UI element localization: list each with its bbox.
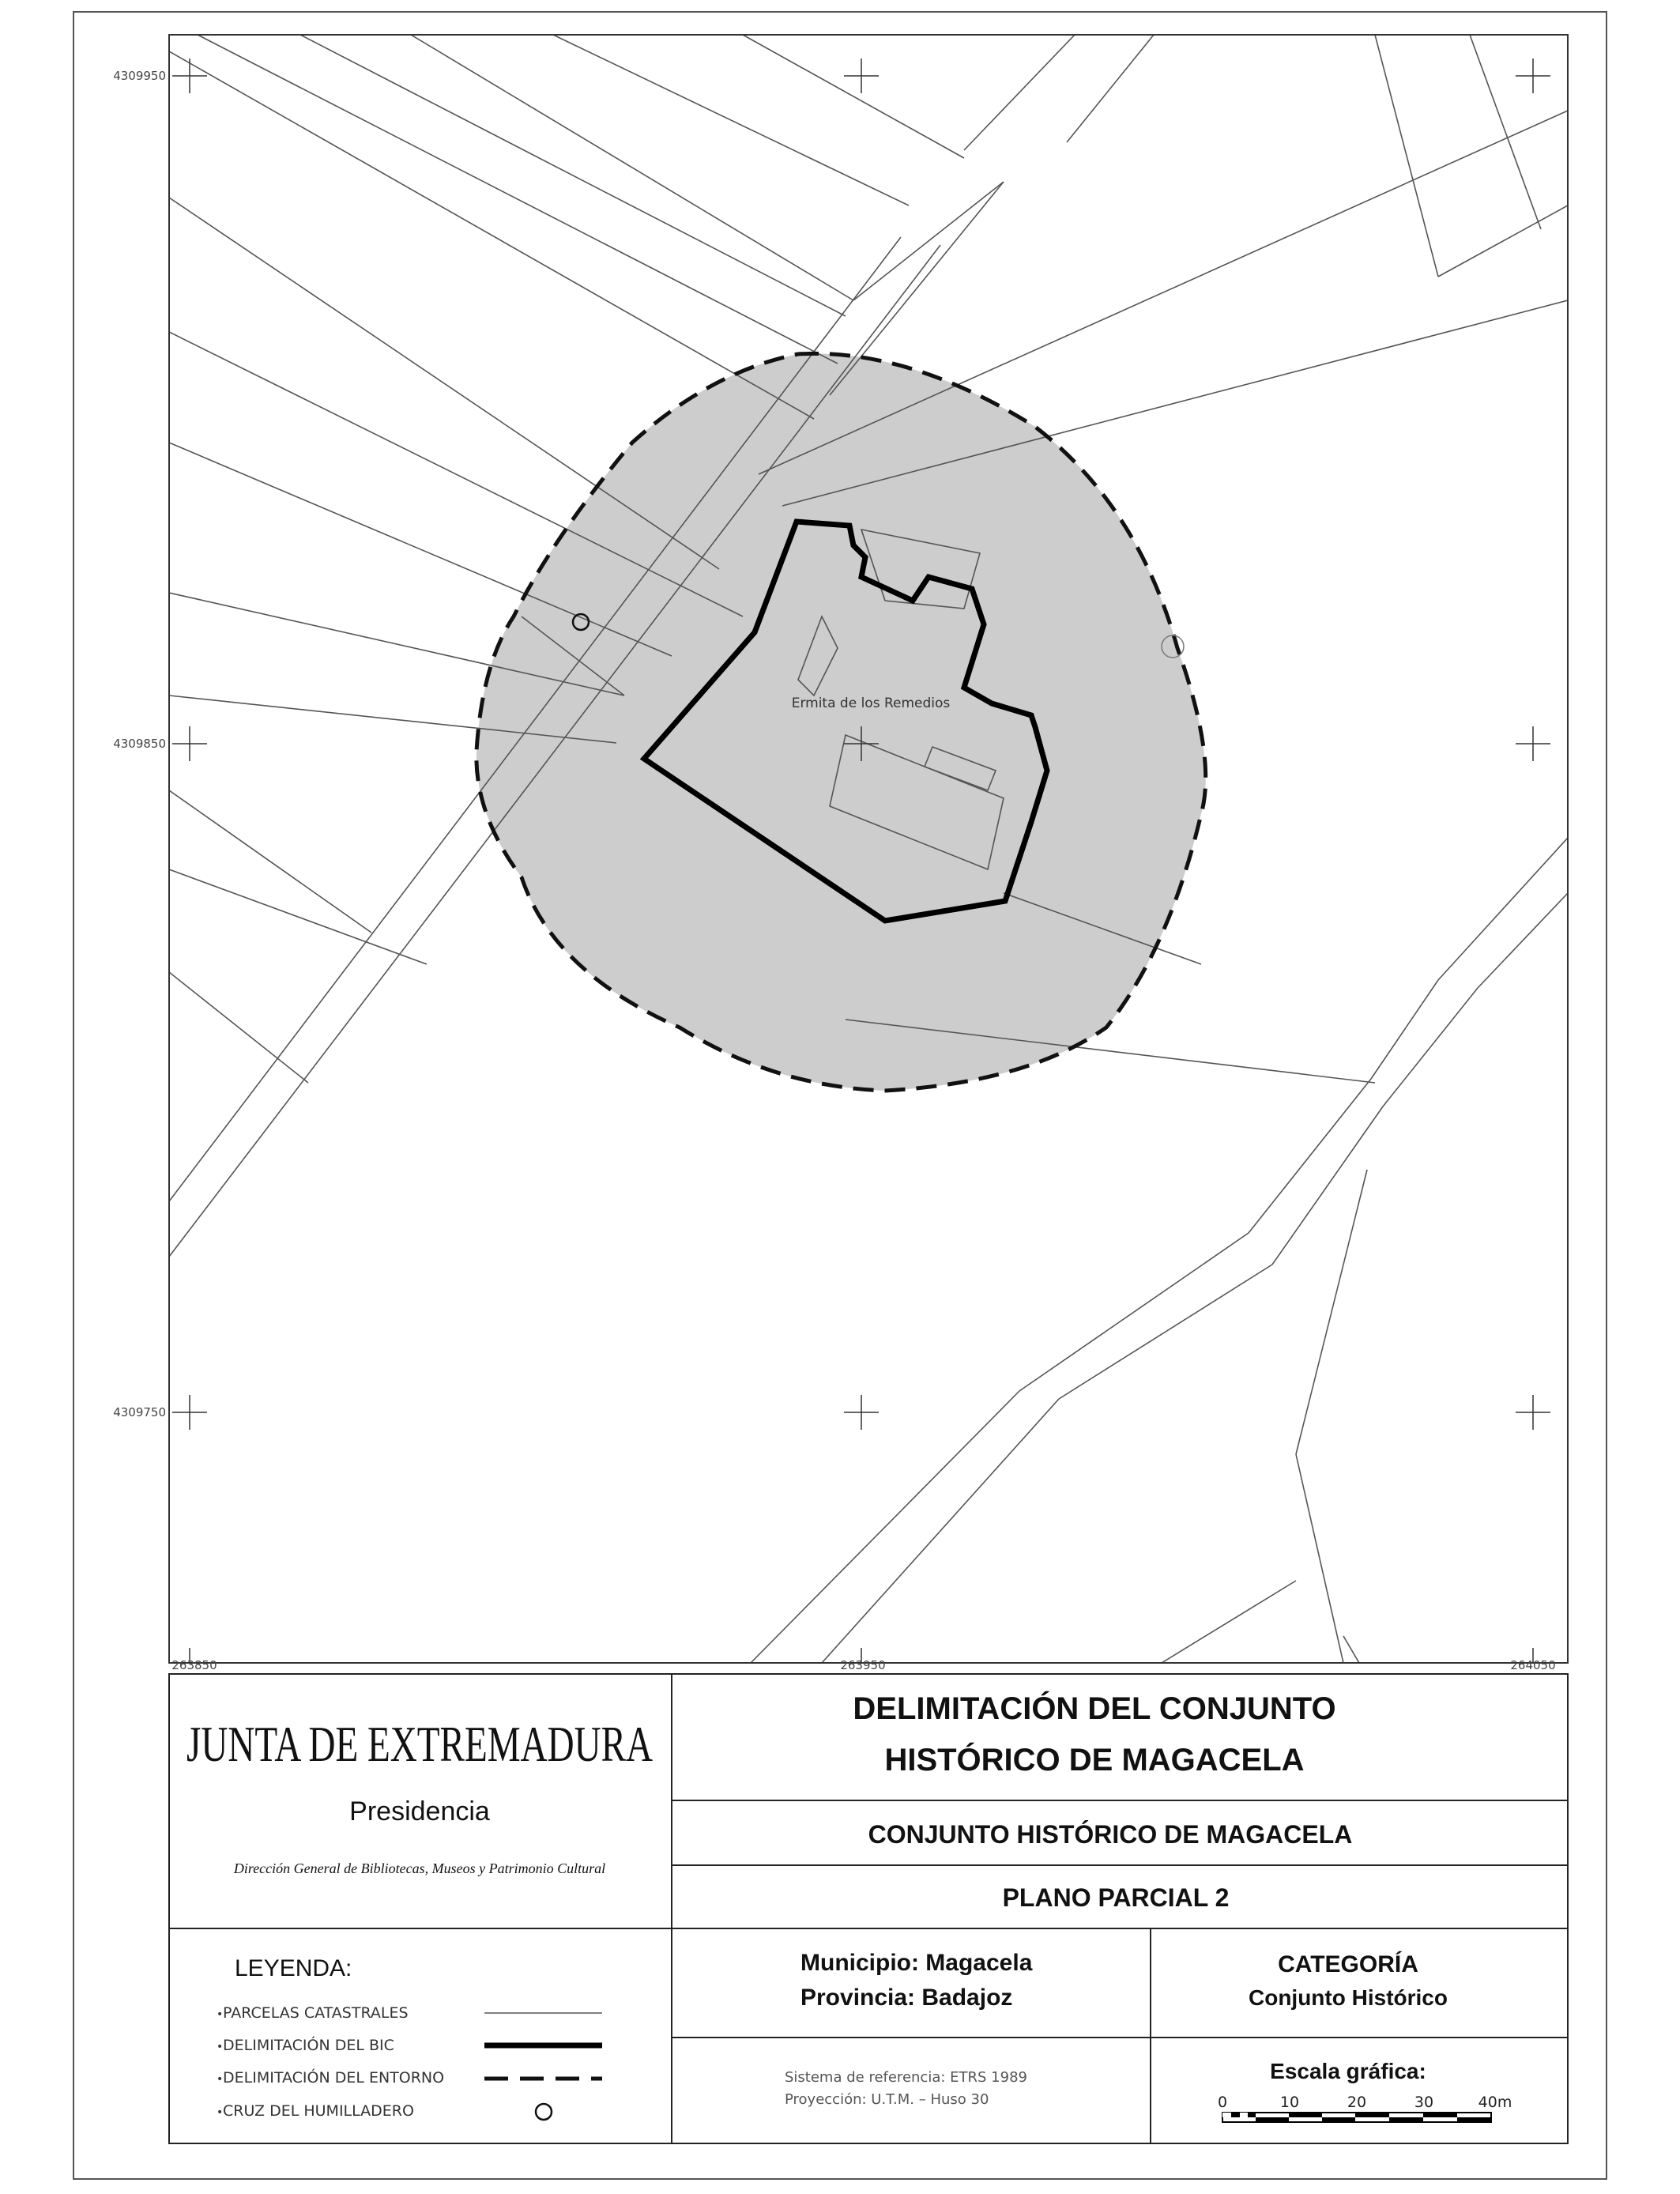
legend-item-bic: DELIMITACIÓN DEL BIC [223, 2037, 394, 2054]
legend-heading: LEYENDA: [235, 1955, 352, 1981]
coord-x-right: 264050 [1510, 1658, 1556, 1672]
legend-symbol-cruz [536, 2104, 552, 2120]
scale-tick-10: 10 [1279, 2094, 1300, 2111]
place-label: Ermita de los Remedios [791, 696, 951, 711]
reference-system: Sistema de referencia: ETRS 1989 [785, 2069, 1027, 2086]
title-line1: DELIMITACIÓN DEL CONJUNTO [853, 1691, 1336, 1726]
title-subtitle: CONJUNTO HISTÓRICO DE MAGACELA [868, 1820, 1353, 1849]
scale-tick-0: 0 [1217, 2094, 1228, 2111]
entorno-zone [477, 353, 1206, 1091]
legend-item-parcelas: PARCELAS CATASTRALES [223, 2004, 409, 2022]
coord-y-mid: 4309850 [113, 737, 166, 751]
scale-tick-40: 40m [1478, 2094, 1512, 2111]
legend-bullet: • [217, 2073, 224, 2086]
location-provincia: Provincia: Badajoz [800, 1985, 1013, 2011]
org-subdept: Dirección General de Bibliotecas, Museos y Patrimonio Cultural [233, 1860, 606, 1876]
category-value: Conjunto Histórico [1249, 1985, 1448, 2010]
coord-y-top: 4309950 [113, 69, 166, 83]
location-municipio: Municipio: Magacela [800, 1950, 1033, 1976]
legend-bullet: • [217, 2008, 224, 2021]
scale-tick-30: 30 [1414, 2094, 1434, 2111]
org-dept: Presidencia [349, 1796, 490, 1826]
legend-bullet: • [217, 2041, 224, 2053]
scale-tick-20: 20 [1347, 2094, 1367, 2111]
legend-item-cruz: CRUZ DEL HUMILLADERO [223, 2102, 414, 2120]
coord-x-left: 263850 [171, 1658, 217, 1672]
legend-item-entorno: DELIMITACIÓN DEL ENTORNO [223, 2069, 445, 2087]
category-heading: CATEGORÍA [1278, 1951, 1418, 1977]
legend-bullet: • [217, 2106, 224, 2119]
coord-y-bot: 4309750 [113, 1405, 166, 1419]
scale-bar [1222, 2113, 1491, 2122]
org-name: JUNTA DE EXTREMADURA [186, 1716, 653, 1772]
reference-projection: Proyección: U.T.M. – Huso 30 [785, 2091, 989, 2108]
coord-x-mid: 263950 [840, 1658, 886, 1672]
map-area [113, 35, 1568, 1672]
title-sheet: PLANO PARCIAL 2 [1002, 1883, 1230, 1912]
page-frame [73, 12, 1607, 2179]
scale-heading: Escala gráfica: [1270, 2059, 1426, 2083]
title-line2: HISTÓRICO DE MAGACELA [884, 1743, 1305, 1777]
